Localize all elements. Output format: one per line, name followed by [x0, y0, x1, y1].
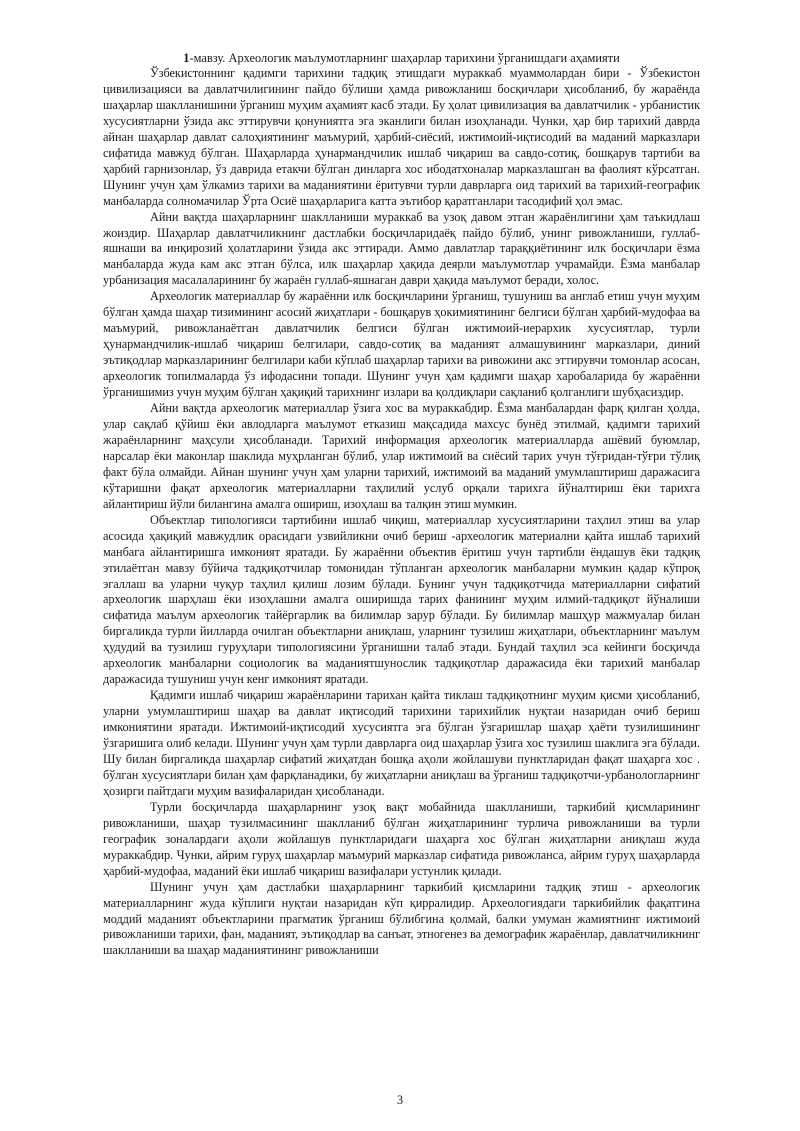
paragraph: Шунинг учун ҳам дастлабки шаҳарларнинг таркибий қисмларини тадқиқ этиш - археологик материалларнинг жуда кўплиги нуқтаи назаридан кўп қирралидир. Археологиядаги таркибийлик фақатгина моддий маданият объектларини прагматик ўрганиш бўлибгина қолмай, балки умуман жамиятнинг ижтимоий ривожланиши тарихи, фан, маданият, эътиқодлар ва санъат, этногенез ва демографик жараёнлар, давлатчиликнинг шаклланиши ва шаҳар маданиятининг ривожланиши — [103, 879, 700, 958]
paragraph: Айни вақтда шаҳарларнинг шаклланиши мураккаб ва узоқ давом этган жараёнлигини ҳам таъкидлаш жоиздир. Шаҳарлар давлатчиликнинг дастлабки босқичларидаёқ пайдо бўлиб, унинг ривожланиши, гуллаб-яшнаши ва инқирозий ҳолатларини ўзида акс эттиради. Аммо давлатлар тараққиётининг илк босқичлари ёзма манбаларда жуда кам акс этган бўлса, илк шаҳарлар ҳақида деярли маълумотлар учрамайди. Ёзма манбалар урбанизация масалаларининг бу жараён гуллаб-яшнаган даври ҳақида маълумот беради, холос. — [103, 209, 700, 288]
page-number: 3 — [396, 1093, 404, 1107]
paragraph: Турли босқичларда шаҳарларнинг узоқ вақт мобайнида шаклланиши, таркибий қисмларининг ривожланиши, шаҳар тузилмасининг шаклланиб бўлган жиҳатларининг турлича ривожланиши ва турли географик зоналардаги аҳоли жойлашув пунктларидаги шаҳарга хос бўлган жиҳатларни аниқлаш жуда мураккабдир. Чунки, айрим гуруҳ шаҳарлар маъмурий марказлар сифатида ривожланса, айрим гуруҳ шаҳарларда ҳарбий-мудофаа, маданий ёки ишлаб чиқариш вазифалари устунлик қилади. — [103, 799, 700, 878]
topic-number: 1 — [183, 51, 190, 65]
paragraph: Айни вақтда археологик материаллар ўзига хос ва мураккабдир. Ёзма манбалардан фарқ қилган ҳолда, улар сақлаб қўйиш ёки авлодларга маълумот етказиш мақсадида махсус бунёд этилмай, қадимги тарихий жараёнларнинг маҳсули ҳисобланади. Тарихий информация археологик материалларда ашёвий буюмлар, нарсалар ёки маконлар шаклида муҳрланган бўлиб, улар ижтимоий ва сиёсий тарих учун тўғридан-тўғри тўлиқ факт бўла олмайди. Айнан шунинг учун ҳам уларни тарихий, ижтимоий ва маданий умумлаштириш даражасига кўтаришни фақат археологик материалларни таҳлилий услуб орқали тарихга йўналтириш ёки тарихга айлантириш йўли билангина амалга ошириш, изоҳлаш ва талқин этиш мумкин. — [103, 401, 700, 511]
paragraph: Объектлар типологияси тартибини ишлаб чиқиш, материаллар хусусиятларини таҳлил этиш ва улар асосида ҳақиқий мавжудлик орасидаги узвийликни очиб бериш -археологик материални қайта ишлаб тарихий манбага айлантиришга имконият яратади. Бу жараённи объектив ёритиш учун тартибли ёндашув ёки тадқиқ этилаётган мавзу бўйича тадқиқотчилар томонидан тўпланган археологик манбаларни мумкин қадар кўпроқ эгаллаш ва уларни чуқур таҳлил қилиш лозим бўлади. Бунинг учун тадқиқотчида материалларни сифатий археологик шарҳлаш ёки изоҳлашни амалга оширишда тарих фанининг муҳим илмий-тадқиқот йўналиши сифатида маълум археологик тайёргарлик ва билимлар зарур бўлади. Бу билимлар машҳур мажмуалар билан биргаликда турли йилларда очилган объектларни аниқлаш, уларнинг тузилиш жиҳатлари, объектларнинг маълум ҳудудий ва тузилиш гуруҳлари типологиясини ўрганишни талаб этади. Бундай таҳлил эса кейинги босқичда археологик манбаларни социологик ва маданиятшунослик тадқиқотлар даражасида ёки тарихий манбалар даражасида тушуниш учун кенг имконият яратади. — [103, 512, 700, 687]
page-title — [103, 50, 700, 66]
paragraph: Ўзбекистоннинг қадимги тарихини тадқиқ этишдаги мураккаб муаммолардан бири - Ўзбекистон цивилизацияси ва давлатчилигининг пайдо бўлиши ҳамда ривожланиш босқичлари ҳисобланиб, бу жараёнда шаҳарлар шаклланишини ўрганиш муҳим аҳамият касб этади. Бу ҳолат цивилизация ва давлатчилик - урбанистик хусусиятларни ўзида акс эттирувчи қонуниятга эга эканлиги билан изоҳланади. Чунки, ҳар бир тарихий даврда айнан шаҳарлар давлат салоҳиятининг маъмурий, ҳарбий-сиёсий, ижтимоий-иқтисодий ва маданий марказлари сифатида мавжуд бўлган. Шаҳарларда ҳунармандчилик ишлаб чиқариш ва савдо-сотиқ, бошқарув тартиби ва ҳарбий гарнизонлар, ўз даврида етакчи бўлган динларга хос ибодатхоналар марказлашган ва фаолият кўрсатган. Шунинг учун ҳам ўлкамиз тарихи ва маданиятини ёритувчи турли даврларга оид тарихий ва тарихий-географик манбаларда солномачилар Ўрта Осиё шаҳарларига катта эътибор қаратганлари тасодифий ҳол эмас. — [103, 66, 700, 208]
page-content — [103, 50, 700, 959]
paragraph: Қадимги ишлаб чиқариш жараёнларини тарихан қайта тиклаш тадқиқотнинг муҳим қисми ҳисобланиб, уларни умумлаштириш шаҳар ва давлат иқтисодий тарихини тарихийлик нуқтаи назаридан очиб бериш имкониятини яратади. Ижтимоий-иқтисодий хусусиятга эга бўлган ўзгаришлар шаҳар ҳаёти тузилишининг ўзгаришига олиб келади. Шунинг учун ҳам турли даврларга оид шаҳарлар ўзига хос тузилиш шаклига эга бўлади. Шу билан биргаликда шаҳарлар сифатий жиҳатдан бошқа аҳоли жойлашуви пунктларидан фақат шаҳарга хос . бўлган хусусиятлари билан ҳам фарқланадики, бу жиҳатларни аниқлаш ва ўрганиш тадқиқотчи-урбанологларнинг ҳозирги пайтдаги муҳим вазифаларидан ҳисобланади. — [103, 688, 700, 798]
paragraph: Археологик материаллар бу жараённи илк босқичларини ўрганиш, тушуниш ва англаб етиш учун муҳим бўлган ҳамда шаҳар тизимининг асосий жиҳатлари - бошқарув ҳокимиятининг белгиси бўлган ҳарбий-мудофаа ва маъмурий, ривожланаётган давлатчилик белгиси бўлган ижтимоий-иерархик хусусиятлар, турли ҳунармандчилик-ишлаб чиқариш белгилари, савдо-сотиқ ва маданият алмашувининг марказлари, диний эътиқодлар марказларининг белгилари каби кўплаб шаҳарлар тарихи ва ривожини акс эттирувчи томонлар асосан, археологик топилмаларда ўз ифодасини топади. Шунинг учун ҳам қадимги шаҳар харобаларида бу жараённи ўрганишимиз учун муҳим бўлган ҳақиқий тарихнинг излари ва қолдиқлари сақланиб қолганлиги шубҳасиздир. — [103, 289, 700, 400]
topic-title-text: -мавзу. Археологик маълумотларнинг шаҳарлар тарихини ўрганишдаги аҳамияти — [189, 51, 620, 65]
